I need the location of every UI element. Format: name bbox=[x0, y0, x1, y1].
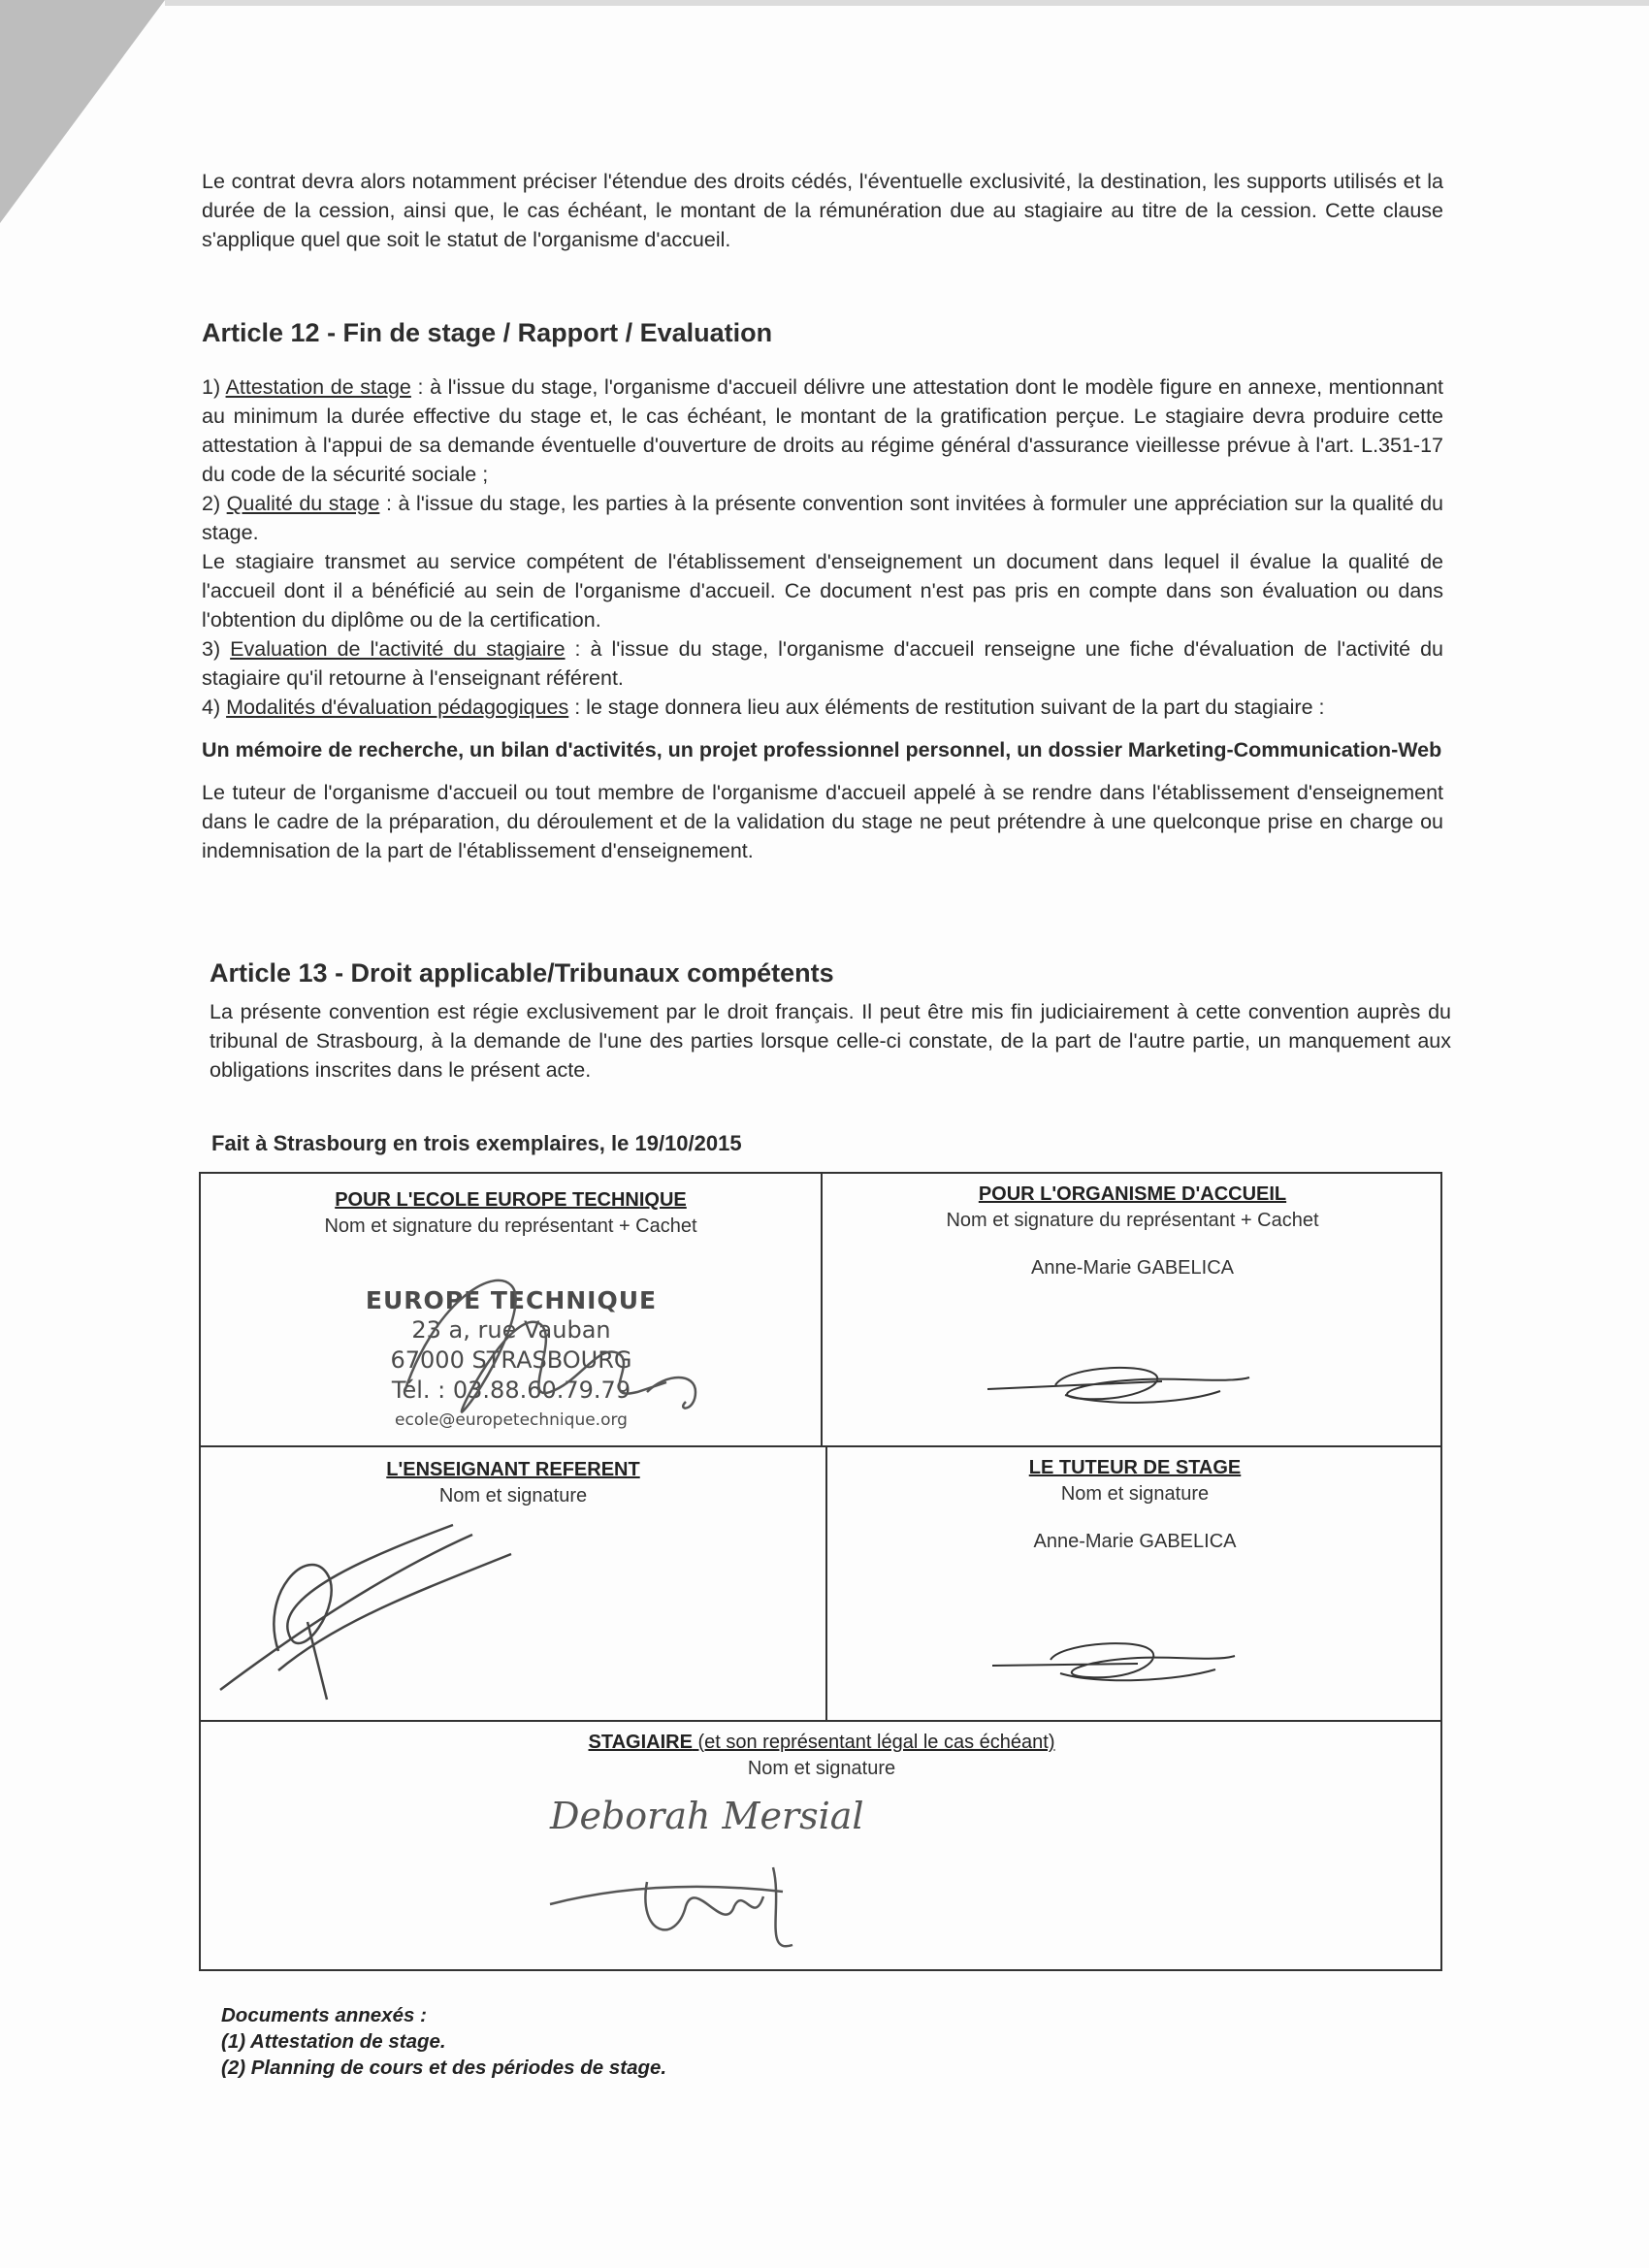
evaluation-paragraph: 3) Evaluation de l'activité du stagiaire : à l'issue du stage, l'organisme d'accueil renseigne une fiche d'évaluation de l'activité du stagiaire qu'il retourne à l'enseignant référent. bbox=[202, 637, 1443, 690]
deliverables-list: Un mémoire de recherche, un bilan d'activités, un projet professionnel personnel, un dossier Marketing-Communication-Web bbox=[202, 738, 1442, 761]
article-12-body bbox=[202, 373, 1443, 865]
school-stamp: EUROPE TECHNIQUE 23 a, rue Vauban 67000 STRASBOURG Tél. : 03.88.60.79.79 ecole@europetechnique.org bbox=[365, 1286, 658, 1430]
teacher-signature-cell: L'ENSEIGNANT REFERENT Nom et signature bbox=[201, 1447, 825, 1720]
attestation-paragraph: 1) Attestation de stage : à l'issue du stage, l'organisme d'accueil délivre une attestation dont le modèle figure en annexe, mentionnant au minimum la durée effective du stage et, le cas échéant, le montant de la gratification perçue. Le stagiaire devra produire cette attestation à l'appui de sa demande éventuelle d'ouverture de droits au régime général d'assurance vieillesse prévue à l'art. L.351-17 du code de la sécurité sociale ; bbox=[202, 375, 1444, 486]
modalities-label: Modalités d'évaluation pédagogiques bbox=[226, 696, 569, 719]
signing-date-line: Fait à Strasbourg en trois exemplaires, le 19/10/2015 bbox=[211, 1131, 742, 1155]
host-signature bbox=[987, 1348, 1259, 1426]
folded-corner bbox=[0, 0, 165, 223]
host-signature-cell: POUR L'ORGANISME D'ACCUEIL Nom et signature du représentant + Cachet Anne-Marie GABELICA bbox=[823, 1174, 1442, 1445]
intern-signature bbox=[540, 1790, 1083, 1974]
tutor-paragraph: Le tuteur de l'organisme d'accueil ou tout membre de l'organisme d'accueil appelé à se rendre dans l'établissement d'enseignement dans le cadre de la préparation, du déroulement et de la validation du stage ne peut prétendre à une quelconque prise en charge ou indemnisation de la part de l'établissement d'enseignement. bbox=[202, 781, 1443, 862]
intern-handwritten-name: Deborah Mersial bbox=[550, 1795, 864, 1837]
tutor-signature-cell: LE TUTEUR DE STAGE Nom et signature Anne-Marie GABELICA bbox=[827, 1447, 1442, 1720]
article-12-title: Article 12 - Fin de stage / Rapport / Evaluation bbox=[202, 318, 773, 347]
attestation-label: Attestation de stage bbox=[225, 375, 411, 399]
quality-paragraph-b: Le stagiaire transmet au service compétent de l'établissement d'enseignement un document dans lequel il évalue la qualité de l'accueil dont il a bénéficié au sein de l'organisme d'accueil. Ce document n'est pas pris en compte dans son évaluation ou dans l'obtention du diplôme ou de la certification. bbox=[202, 550, 1443, 632]
article-13-body: La présente convention est régie exclusivement par le droit français. Il peut être mis fin judiciairement à cette convention auprès du tribunal de Strasbourg, à la demande de l'une des parties lorsque celle-ci constate, de la part de l'autre partie, un manquement aux obligations inscrites dans le présent acte. bbox=[210, 1000, 1451, 1082]
quality-paragraph: 2) Qualité du stage : à l'issue du stage, les parties à la présente convention sont invitées à formuler une appréciation sur la qualité du stage. bbox=[202, 492, 1443, 544]
tutor-signature bbox=[992, 1627, 1245, 1704]
school-signature bbox=[346, 1247, 715, 1450]
intro-paragraph: Le contrat devra alors notamment préciser l'étendue des droits cédés, l'éventuelle exclusivité, la destination, les supports utilisés et la durée de la cession, ainsi que, le cas échéant, le montant de la rémunération due au stagiaire au titre de la cession. Cette clause s'applique quel que soit le statut de l'organisme d'accueil. bbox=[202, 170, 1443, 251]
evaluation-label: Evaluation de l'activité du stagiaire bbox=[230, 637, 566, 661]
page-top-edge bbox=[165, 0, 1649, 6]
school-signature-cell: POUR L'ECOLE EUROPE TECHNIQUE Nom et signature du représentant + Cachet EUROPE TECHNIQUE 23 a, rue Vauban 67000 STRASBOURG Tél. : 03.88.60.79.79 ecole@europetechnique.org bbox=[201, 1174, 821, 1445]
annexes: Documents annexés : (1) Attestation de stage. (2) Planning de cours et des périodes de stage. bbox=[221, 2004, 667, 2079]
quality-label: Qualité du stage bbox=[226, 492, 380, 515]
signature-table bbox=[199, 1172, 1442, 1971]
modalities-paragraph: 4) Modalités d'évaluation pédagogiques : le stage donnera lieu aux éléments de restitution suivant de la part du stagiaire : bbox=[202, 696, 1325, 719]
teacher-signature bbox=[220, 1515, 531, 1709]
article-13-title: Article 13 - Droit applicable/Tribunaux compétents bbox=[210, 958, 834, 988]
intern-signature-cell: STAGIAIRE (et son représentant légal le cas échéant) Nom et signature Deborah Mersial bbox=[201, 1722, 1442, 1971]
